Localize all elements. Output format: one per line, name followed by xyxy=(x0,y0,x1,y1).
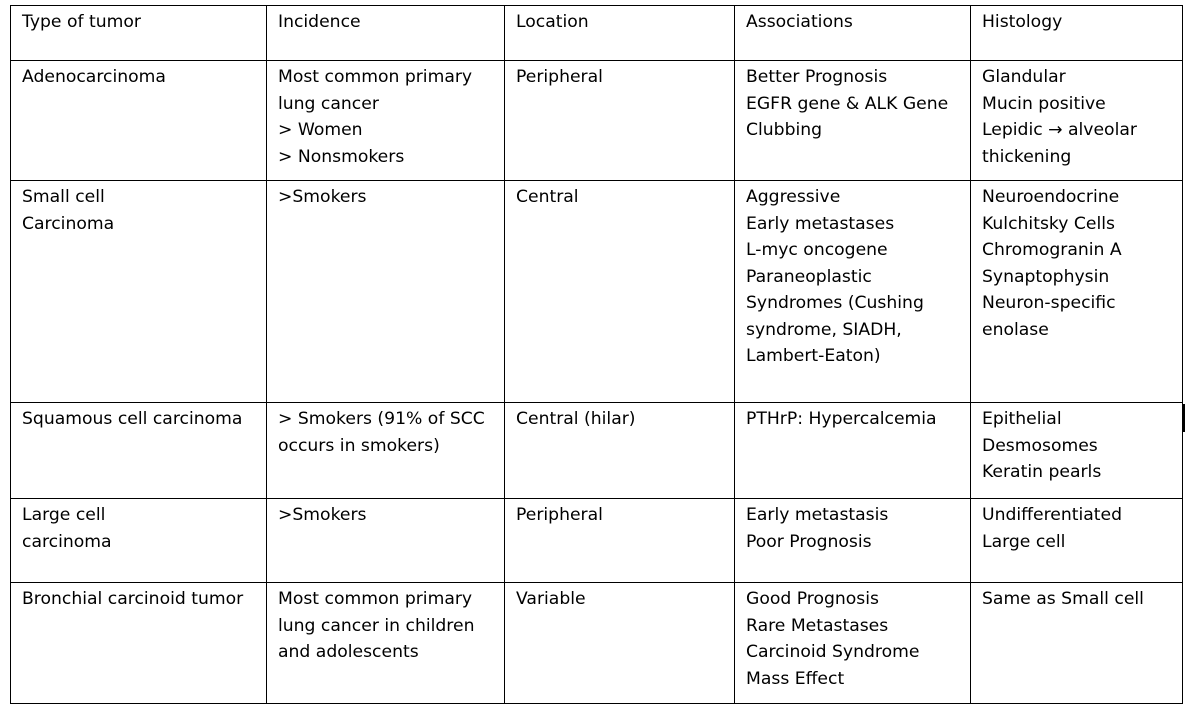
cell-incidence: Most common primary lung cancer in children and adolescents xyxy=(267,583,505,704)
cell-type: Squamous cell carcinoma xyxy=(11,403,267,499)
lung-tumor-table xyxy=(10,5,1183,704)
header-histology: Histology xyxy=(971,6,1183,61)
table-row-large-cell-carcinoma xyxy=(11,499,1183,583)
cell-type: Large cell carcinoma xyxy=(11,499,267,583)
cell-incidence: > Smokers (91% of SCC occurs in smokers) xyxy=(267,403,505,499)
cell-type: Adenocarcinoma xyxy=(11,61,267,181)
cell-histology: Glandular Mucin positive Lepidic → alveolar thickening xyxy=(971,61,1183,181)
cell-associations: Early metastasis Poor Prognosis xyxy=(735,499,971,583)
cell-type: Small cell Carcinoma xyxy=(11,181,267,403)
header-location: Location xyxy=(505,6,735,61)
cell-location: Peripheral xyxy=(505,61,735,181)
header-incidence: Incidence xyxy=(267,6,505,61)
table-row-squamous-cell-carcinoma xyxy=(11,403,1183,499)
cell-location: Central xyxy=(505,181,735,403)
table-row-small-cell-carcinoma xyxy=(11,181,1183,403)
cell-type: Bronchial carcinoid tumor xyxy=(11,583,267,704)
cell-histology: Same as Small cell xyxy=(971,583,1183,704)
text-cursor-mark xyxy=(1183,404,1185,432)
cell-associations: Better Prognosis EGFR gene & ALK Gene Clubbing xyxy=(735,61,971,181)
cell-location: Variable xyxy=(505,583,735,704)
cell-location: Central (hilar) xyxy=(505,403,735,499)
cell-incidence: >Smokers xyxy=(267,181,505,403)
header-associations: Associations xyxy=(735,6,971,61)
table-row-bronchial-carcinoid-tumor xyxy=(11,583,1183,704)
cell-associations: Aggressive Early metastases L-myc oncogene Paraneoplastic Syndromes (Cushing syndrome, SIADH, Lambert-Eaton) xyxy=(735,181,971,403)
cell-associations: Good Prognosis Rare Metastases Carcinoid Syndrome Mass Effect xyxy=(735,583,971,704)
table-row-adenocarcinoma xyxy=(11,61,1183,181)
cell-incidence: >Smokers xyxy=(267,499,505,583)
cell-incidence: Most common primary lung cancer > Women > Nonsmokers xyxy=(267,61,505,181)
cell-histology: Neuroendocrine Kulchitsky Cells Chromogranin A Synaptophysin Neuron-specific enolase xyxy=(971,181,1183,403)
cell-histology: Undifferentiated Large cell xyxy=(971,499,1183,583)
cell-histology: Epithelial Desmosomes Keratin pearls xyxy=(971,403,1183,499)
cell-location: Peripheral xyxy=(505,499,735,583)
header-row xyxy=(11,6,1183,61)
header-type-of-tumor: Type of tumor xyxy=(11,6,267,61)
cell-associations: PTHrP: Hypercalcemia xyxy=(735,403,971,499)
